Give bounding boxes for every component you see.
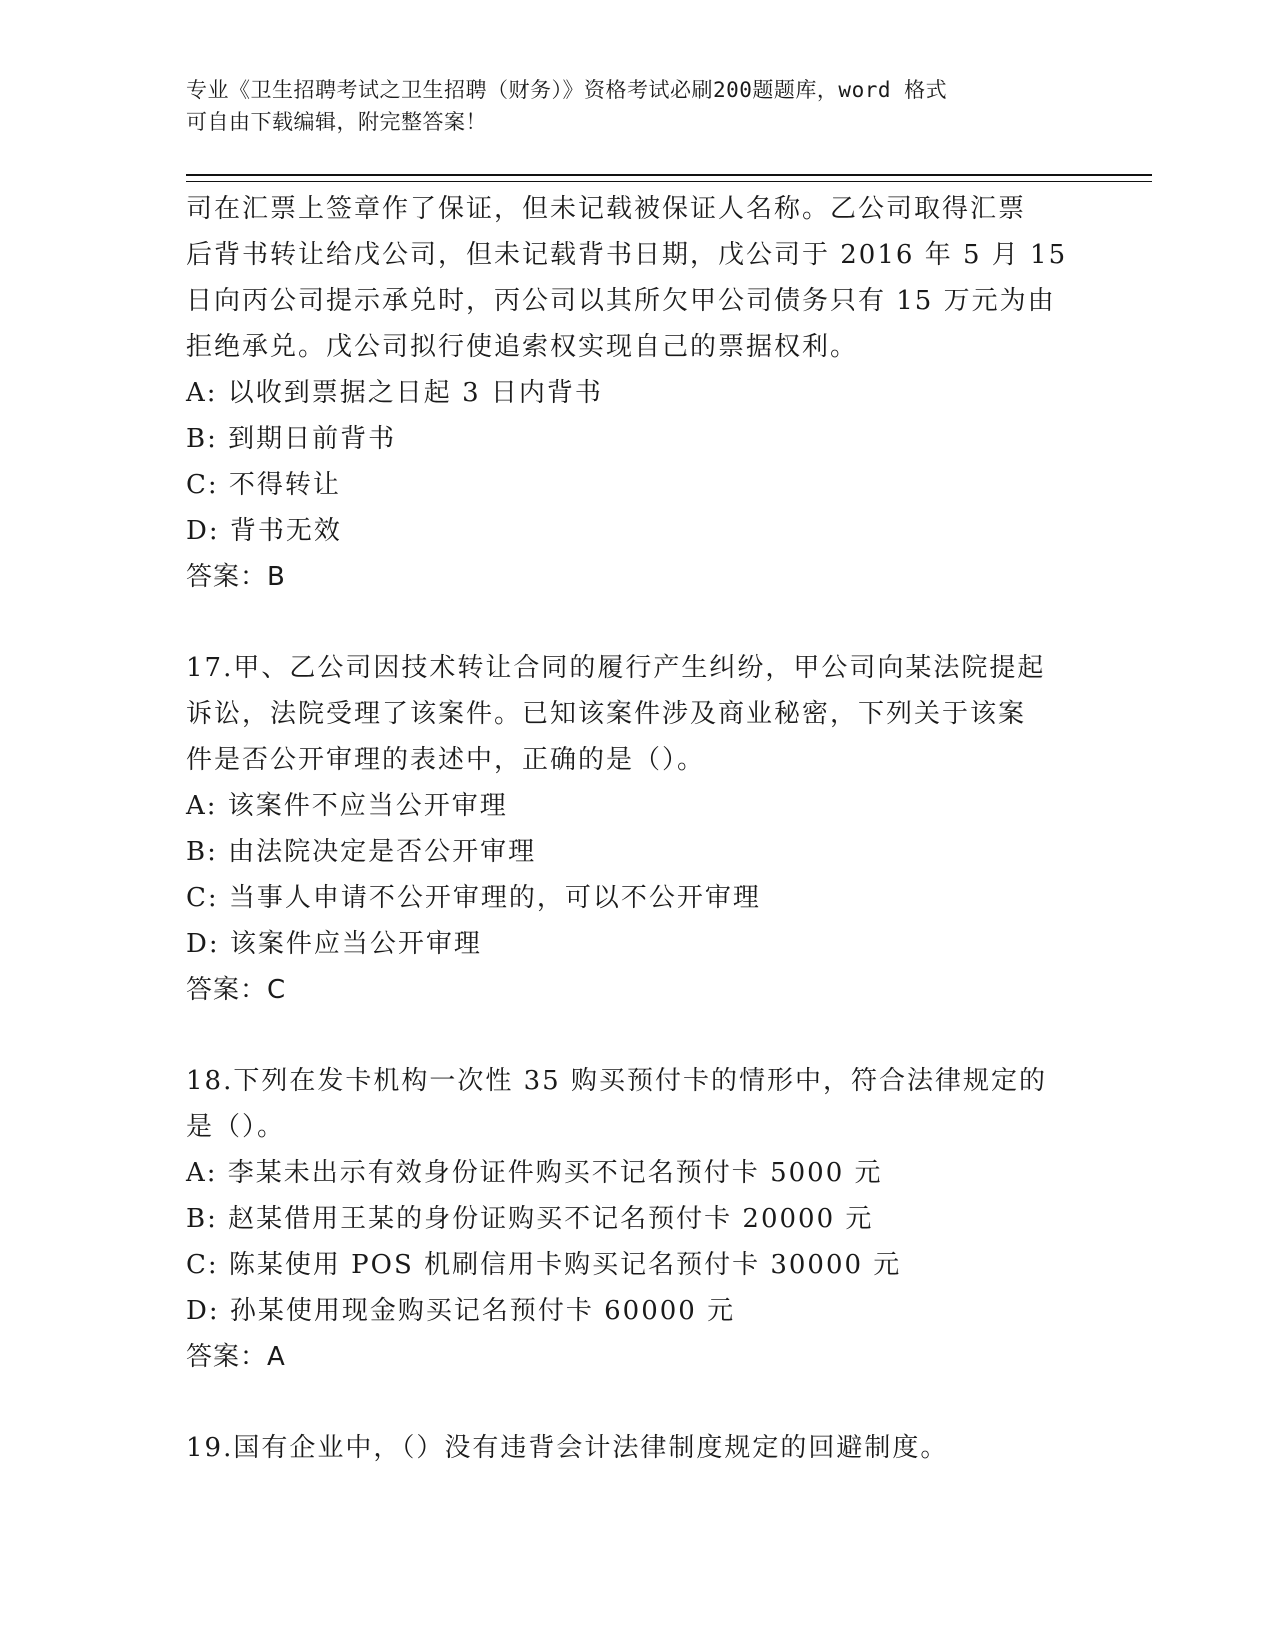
option-a: A: 该案件不应当公开审理	[186, 791, 508, 821]
question-stem-line: 是（）。	[186, 1112, 286, 1142]
option-d: D: 背书无效	[186, 516, 342, 546]
question-spacer	[186, 1380, 1086, 1425]
option-b: B: 赵某借用王某的身份证购买不记名预付卡 20000 元	[186, 1204, 874, 1234]
question-stem-line: 司在汇票上签章作了保证，但未记载被保证人名称。乙公司取得汇票	[186, 194, 1027, 224]
question-stem-line: 后背书转让给戊公司，但未记载背书日期，戊公司于 2016 年 5 月 15	[186, 240, 1068, 270]
question-stem-line: 日向丙公司提示承兑时，丙公司以其所欠甲公司债务只有 15 万元为由	[186, 286, 1056, 316]
option-a: A: 以收到票据之日起 3 日内背书	[186, 378, 603, 408]
question-stem-line: 拒绝承兑。戊公司拟行使追索权实现自己的票据权利。	[186, 332, 859, 362]
answer-line: 答案：B	[186, 562, 286, 592]
option-c: C: 不得转让	[186, 470, 341, 500]
document-header	[186, 74, 1086, 138]
question-stem-line: 18.下列在发卡机构一次性 35 购买预付卡的情形中，符合法律规定的	[186, 1066, 1047, 1096]
header-title-line-1: 专业《卫生招聘考试之卫生招聘（财务）》资格考试必刷200题题库，word 格式	[186, 78, 948, 102]
option-a: A: 李某未出示有效身份证件购买不记名预付卡 5000 元	[186, 1158, 883, 1188]
question-spacer	[186, 1013, 1086, 1058]
option-d: D: 孙某使用现金购买记名预付卡 60000 元	[186, 1296, 736, 1326]
question-16	[186, 186, 1086, 600]
question-stem-line: 诉讼，法院受理了该案件。已知该案件涉及商业秘密，下列关于该案	[186, 699, 1027, 729]
header-divider-thin	[186, 181, 1152, 182]
option-b: B: 到期日前背书	[186, 424, 397, 454]
question-spacer	[186, 600, 1086, 645]
option-b: B: 由法院决定是否公开审理	[186, 837, 537, 867]
header-divider-thick	[186, 174, 1152, 176]
question-stem-line: 19.国有企业中，（）没有违背会计法律制度规定的回避制度。	[186, 1433, 949, 1463]
question-17	[186, 645, 1086, 1013]
answer-line: 答案：A	[186, 1342, 286, 1372]
question-18	[186, 1058, 1086, 1380]
question-stem-line: 17.甲、乙公司因技术转让合同的履行产生纠纷，甲公司向某法院提起	[186, 653, 1046, 683]
option-d: D: 该案件应当公开审理	[186, 929, 482, 959]
option-c: C: 当事人申请不公开审理的，可以不公开审理	[186, 883, 761, 913]
question-stem-line: 件是否公开审理的表述中，正确的是（）。	[186, 745, 706, 775]
option-c: C: 陈某使用 POS 机刷信用卡购买记名预付卡 30000 元	[186, 1250, 902, 1280]
answer-line: 答案：C	[186, 975, 287, 1005]
document-body	[186, 186, 1086, 1471]
header-title-line-2: 可自由下载编辑，附完整答案！	[186, 110, 487, 134]
question-19	[186, 1425, 1086, 1471]
